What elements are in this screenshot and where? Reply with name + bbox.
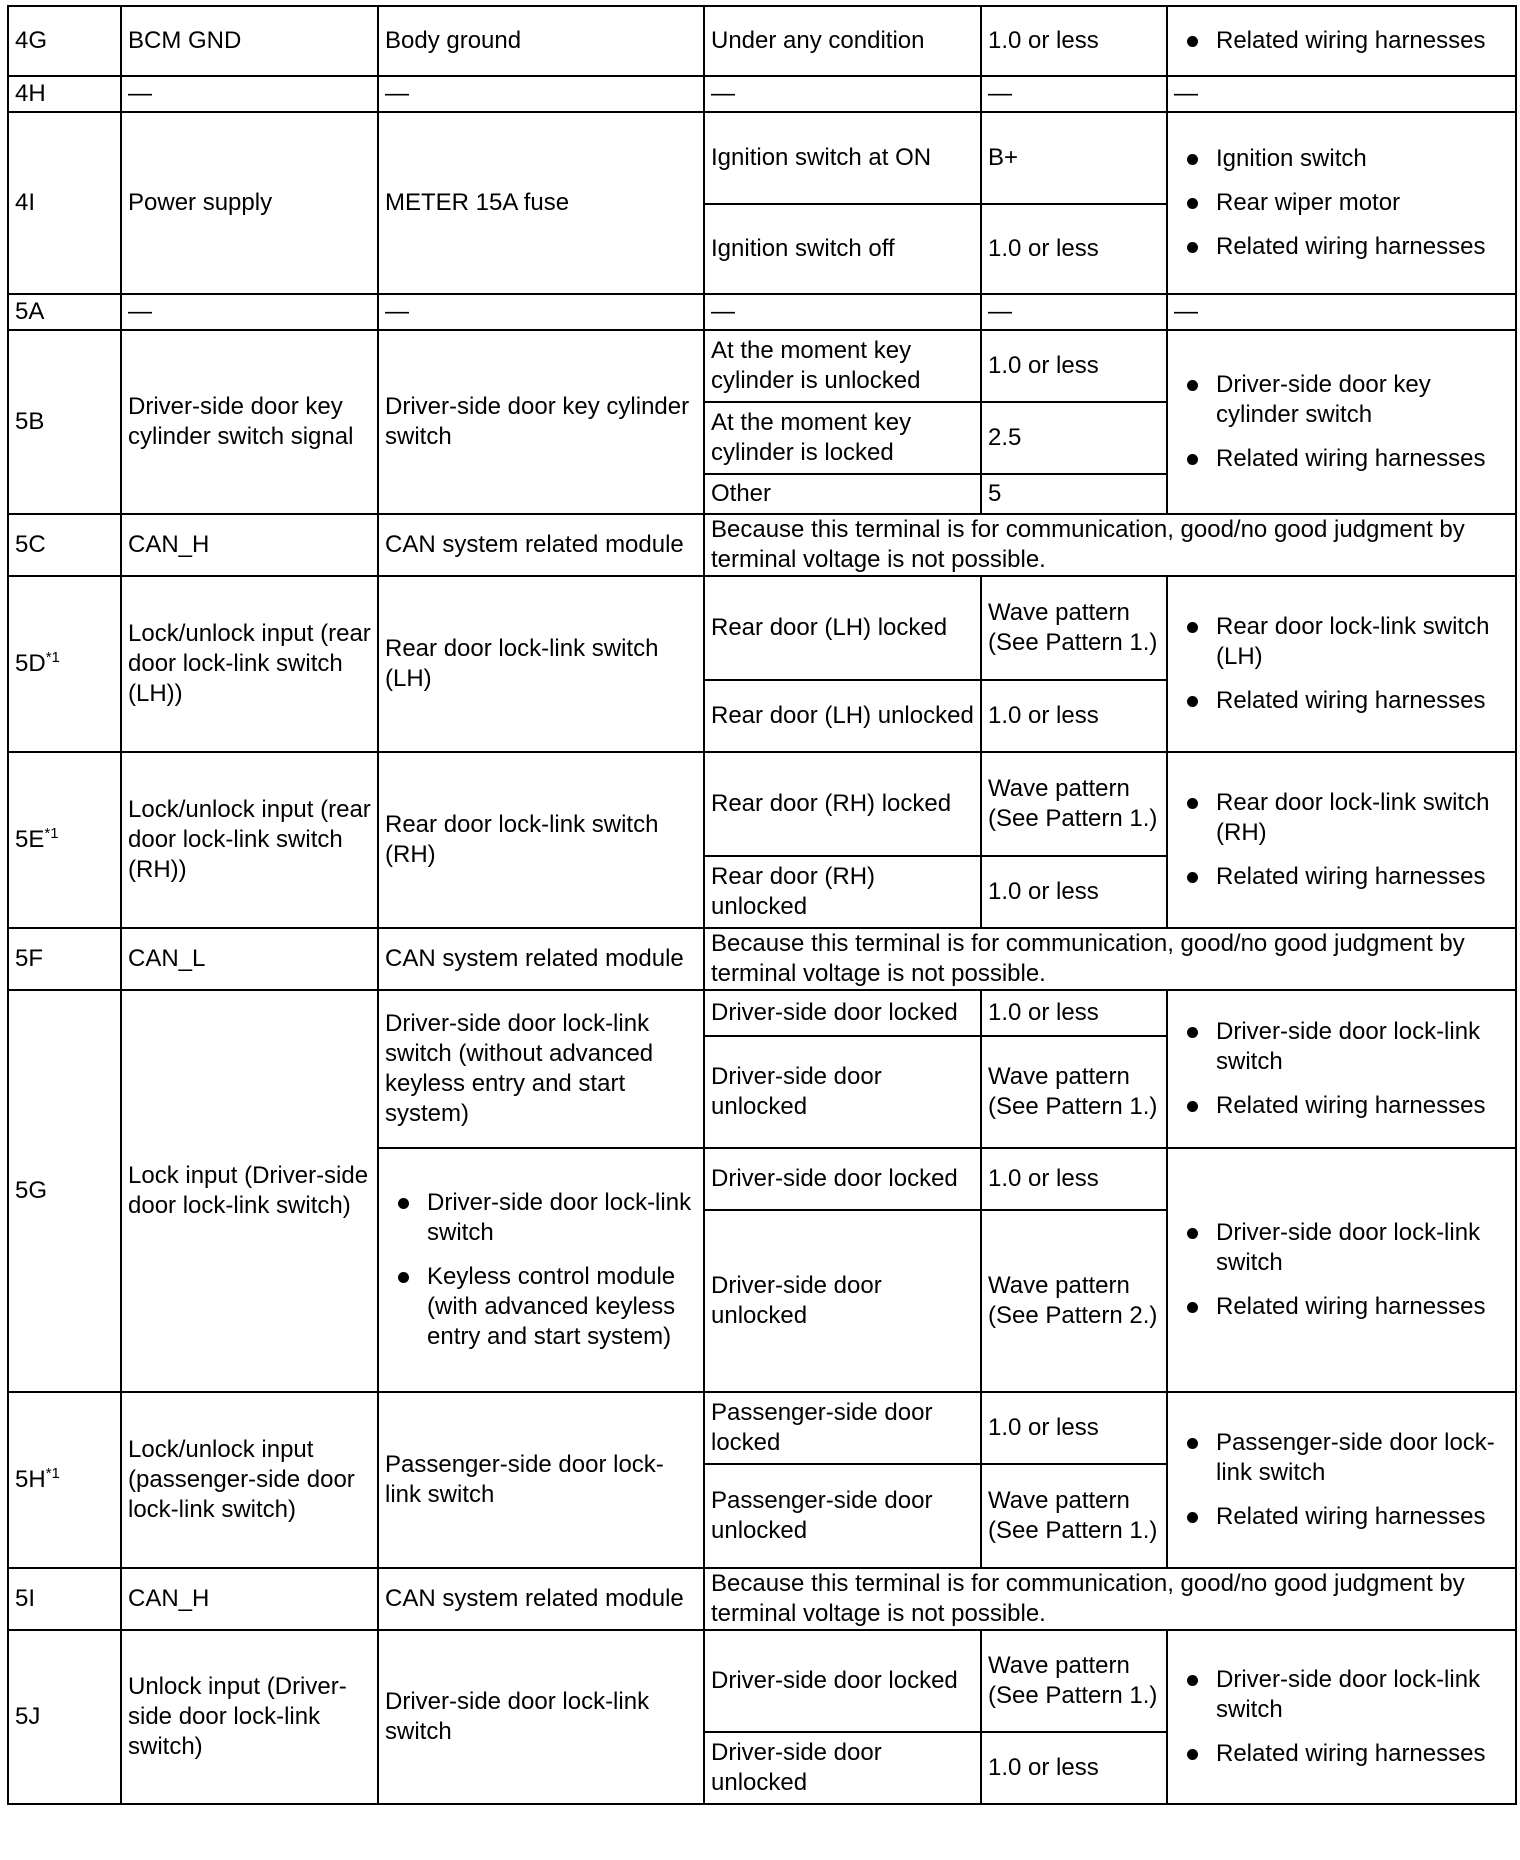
terminal-inspection-table xyxy=(7,5,1517,1805)
description-cell: Lock/unlock input (rear door lock-link switch (LH)) xyxy=(121,576,378,752)
bullet-list xyxy=(1174,26,1509,56)
value-cell: Wave pattern (See Pattern 2.) xyxy=(981,1210,1167,1392)
bullet-item: Driver-side door key cylinder switch xyxy=(1174,370,1509,430)
terminal-cell xyxy=(8,330,121,514)
table-row xyxy=(8,1630,1516,1732)
table-row xyxy=(8,1568,1516,1630)
terminal-id: 4H xyxy=(15,80,46,107)
value-cell: 1.0 or less xyxy=(981,1392,1167,1464)
value-cell: 1.0 or less xyxy=(981,6,1167,76)
bullet-item: Rear door lock-link switch (RH) xyxy=(1174,788,1509,848)
bullet-item: Driver-side door lock-link switch xyxy=(385,1188,697,1248)
condition-cell: Passenger-side door locked xyxy=(704,1392,981,1464)
inspect-cell xyxy=(1167,330,1516,514)
condition-cell: Driver-side door unlocked xyxy=(704,1210,981,1392)
value-cell: 1.0 or less xyxy=(981,680,1167,752)
bullet-list xyxy=(1174,144,1509,262)
table-row xyxy=(8,112,1516,204)
value-cell: — xyxy=(981,294,1167,330)
description-cell: Power supply xyxy=(121,112,378,294)
value-cell: 1.0 or less xyxy=(981,204,1167,294)
condition-cell: — xyxy=(704,294,981,330)
inspect-cell xyxy=(1167,1392,1516,1568)
description-cell: CAN_H xyxy=(121,1568,378,1630)
description-cell: Driver-side door key cylinder switch signal xyxy=(121,330,378,514)
description-cell: — xyxy=(121,294,378,330)
terminal-cell xyxy=(8,514,121,576)
table-row xyxy=(8,294,1516,330)
condition-cell: Driver-side door locked xyxy=(704,990,981,1036)
bullet-item: Driver-side door lock-link switch xyxy=(1174,1017,1509,1077)
value-cell: 5 xyxy=(981,474,1167,514)
condition-cell: Other xyxy=(704,474,981,514)
bullet-item: Related wiring harnesses xyxy=(1174,232,1509,262)
terminal-cell xyxy=(8,6,121,76)
terminal-id: 4I xyxy=(15,189,36,216)
value-cell: Wave pattern (See Pattern 1.) xyxy=(981,1630,1167,1732)
bullet-list xyxy=(1174,1218,1509,1322)
table-row xyxy=(8,6,1516,76)
bullet-item: Driver-side door lock-link switch xyxy=(1174,1218,1509,1278)
condition-cell: Ignition switch off xyxy=(704,204,981,294)
bullet-item: Related wiring harnesses xyxy=(1174,686,1509,716)
table-row xyxy=(8,752,1516,856)
condition-cell: Ignition switch at ON xyxy=(704,112,981,204)
bullet-list xyxy=(385,1188,697,1352)
description-cell: — xyxy=(121,76,378,112)
inspect-cell xyxy=(1167,576,1516,752)
terminal-cell xyxy=(8,76,121,112)
terminal-id: 5A xyxy=(15,298,45,325)
terminal-cell xyxy=(8,294,121,330)
value-cell: Wave pattern (See Pattern 1.) xyxy=(981,1036,1167,1148)
condition-cell: At the moment key cylinder is locked xyxy=(704,402,981,474)
value-cell: Wave pattern (See Pattern 1.) xyxy=(981,1464,1167,1568)
bullet-item: Related wiring harnesses xyxy=(1174,444,1509,474)
terminal-id: 5I xyxy=(15,1585,36,1612)
bullet-list xyxy=(1174,1665,1509,1769)
value-cell: — xyxy=(981,76,1167,112)
description-cell: CAN_L xyxy=(121,928,378,990)
bullet-item: Rear wiper motor xyxy=(1174,188,1509,218)
value-cell: 2.5 xyxy=(981,402,1167,474)
measured-from-cell: Driver-side door key cylinder switch xyxy=(378,330,704,514)
bullet-item: Related wiring harnesses xyxy=(1174,1292,1509,1322)
terminal-id: 5B xyxy=(15,408,45,435)
description-cell: Lock/unlock input (passenger-side door lock-link switch) xyxy=(121,1392,378,1568)
inspect-cell xyxy=(1167,1148,1516,1392)
terminal-id: 5G xyxy=(15,1177,48,1204)
condition-cell: Rear door (LH) locked xyxy=(704,576,981,680)
terminal-cell xyxy=(8,576,121,752)
measured-from-cell: — xyxy=(378,294,704,330)
bullet-item: Related wiring harnesses xyxy=(1174,26,1509,56)
condition-cell: Under any condition xyxy=(704,6,981,76)
description-cell: Lock input (Driver-side door lock-link switch) xyxy=(121,990,378,1392)
condition-cell: Driver-side door unlocked xyxy=(704,1732,981,1804)
terminal-id: 5J xyxy=(15,1703,41,1730)
bullet-list xyxy=(1174,788,1509,892)
footnote-mark: *1 xyxy=(44,825,59,842)
measured-from-cell: CAN system related module xyxy=(378,1568,704,1630)
inspect-cell xyxy=(1167,112,1516,294)
measured-from-cell: METER 15A fuse xyxy=(378,112,704,294)
terminal-id: 5F xyxy=(15,945,44,972)
terminal-cell xyxy=(8,1392,121,1568)
description-cell: Unlock input (Driver-side door lock-link switch) xyxy=(121,1630,378,1804)
condition-cell: Rear door (RH) unlocked xyxy=(704,856,981,928)
bullet-item: Rear door lock-link switch (LH) xyxy=(1174,612,1509,672)
measured-from-cell: Rear door lock-link switch (LH) xyxy=(378,576,704,752)
footnote-mark: *1 xyxy=(45,1465,60,1482)
inspect-cell xyxy=(1167,1630,1516,1804)
measured-from-cell: Passenger-side door lock-link switch xyxy=(378,1392,704,1568)
inspect-cell: — xyxy=(1167,294,1516,330)
condition-cell: Driver-side door unlocked xyxy=(704,1036,981,1148)
terminal-cell xyxy=(8,1568,121,1630)
value-cell: Wave pattern (See Pattern 1.) xyxy=(981,576,1167,680)
terminal-cell xyxy=(8,752,121,928)
measured-from-cell: Driver-side door lock-link switch (without advanced keyless entry and start system) xyxy=(378,990,704,1148)
bullet-item: Related wiring harnesses xyxy=(1174,1739,1509,1769)
footnote-mark: *1 xyxy=(45,649,60,666)
condition-cell: Rear door (RH) locked xyxy=(704,752,981,856)
value-cell: 1.0 or less xyxy=(981,330,1167,402)
measured-from-cell: — xyxy=(378,76,704,112)
description-cell: CAN_H xyxy=(121,514,378,576)
terminal-cell xyxy=(8,928,121,990)
bullet-list xyxy=(1174,1017,1509,1121)
bullet-item: Related wiring harnesses xyxy=(1174,1502,1509,1532)
condition-cell: Passenger-side door unlocked xyxy=(704,1464,981,1568)
measured-from-cell: CAN system related module xyxy=(378,928,704,990)
bullet-item: Driver-side door lock-link switch xyxy=(1174,1665,1509,1725)
bullet-item: Ignition switch xyxy=(1174,144,1509,174)
bullet-item: Related wiring harnesses xyxy=(1174,862,1509,892)
measured-from-cell: Rear door lock-link switch (RH) xyxy=(378,752,704,928)
bullet-item: Passenger-side door lock-link switch xyxy=(1174,1428,1509,1488)
description-cell: BCM GND xyxy=(121,6,378,76)
measured-from-cell: CAN system related module xyxy=(378,514,704,576)
table-row xyxy=(8,514,1516,576)
table-row xyxy=(8,576,1516,680)
terminal-cell xyxy=(8,1630,121,1804)
table-row xyxy=(8,76,1516,112)
value-cell: 1.0 or less xyxy=(981,1732,1167,1804)
measured-from-cell: Body ground xyxy=(378,6,704,76)
bullet-item: Related wiring harnesses xyxy=(1174,1091,1509,1121)
table-row xyxy=(8,1392,1516,1464)
bullet-list xyxy=(1174,1428,1509,1532)
terminal-id: 5H xyxy=(15,1466,46,1493)
condition-cell: Driver-side door locked xyxy=(704,1630,981,1732)
value-cell: 1.0 or less xyxy=(981,990,1167,1036)
table-body xyxy=(8,6,1516,1804)
value-cell: 1.0 or less xyxy=(981,1148,1167,1210)
terminal-id: 5D xyxy=(15,650,46,677)
communication-note-cell: Because this terminal is for communication, good/no good judgment by terminal voltage is not possible. xyxy=(704,928,1516,990)
condition-cell: At the moment key cylinder is unlocked xyxy=(704,330,981,402)
communication-note-cell: Because this terminal is for communication, good/no good judgment by terminal voltage is not possible. xyxy=(704,1568,1516,1630)
measured-from-cell xyxy=(378,1148,704,1392)
value-cell: 1.0 or less xyxy=(981,856,1167,928)
inspect-cell xyxy=(1167,6,1516,76)
description-cell: Lock/unlock input (rear door lock-link switch (RH)) xyxy=(121,752,378,928)
condition-cell: Driver-side door locked xyxy=(704,1148,981,1210)
terminal-id: 5C xyxy=(15,531,46,558)
bullet-list xyxy=(1174,612,1509,716)
terminal-id: 4G xyxy=(15,27,48,54)
bullet-list xyxy=(1174,370,1509,474)
value-cell: Wave pattern (See Pattern 1.) xyxy=(981,752,1167,856)
terminal-id: 5E xyxy=(15,826,45,853)
inspect-cell xyxy=(1167,990,1516,1148)
table-row xyxy=(8,330,1516,402)
condition-cell: Rear door (LH) unlocked xyxy=(704,680,981,752)
bullet-item: Keyless control module (with advanced keyless entry and start system) xyxy=(385,1262,697,1352)
terminal-cell xyxy=(8,112,121,294)
inspect-cell xyxy=(1167,752,1516,928)
measured-from-cell: Driver-side door lock-link switch xyxy=(378,1630,704,1804)
value-cell: B+ xyxy=(981,112,1167,204)
inspect-cell: — xyxy=(1167,76,1516,112)
table-row xyxy=(8,990,1516,1036)
communication-note-cell: Because this terminal is for communication, good/no good judgment by terminal voltage is not possible. xyxy=(704,514,1516,576)
terminal-cell xyxy=(8,990,121,1392)
condition-cell: — xyxy=(704,76,981,112)
table-row xyxy=(8,928,1516,990)
